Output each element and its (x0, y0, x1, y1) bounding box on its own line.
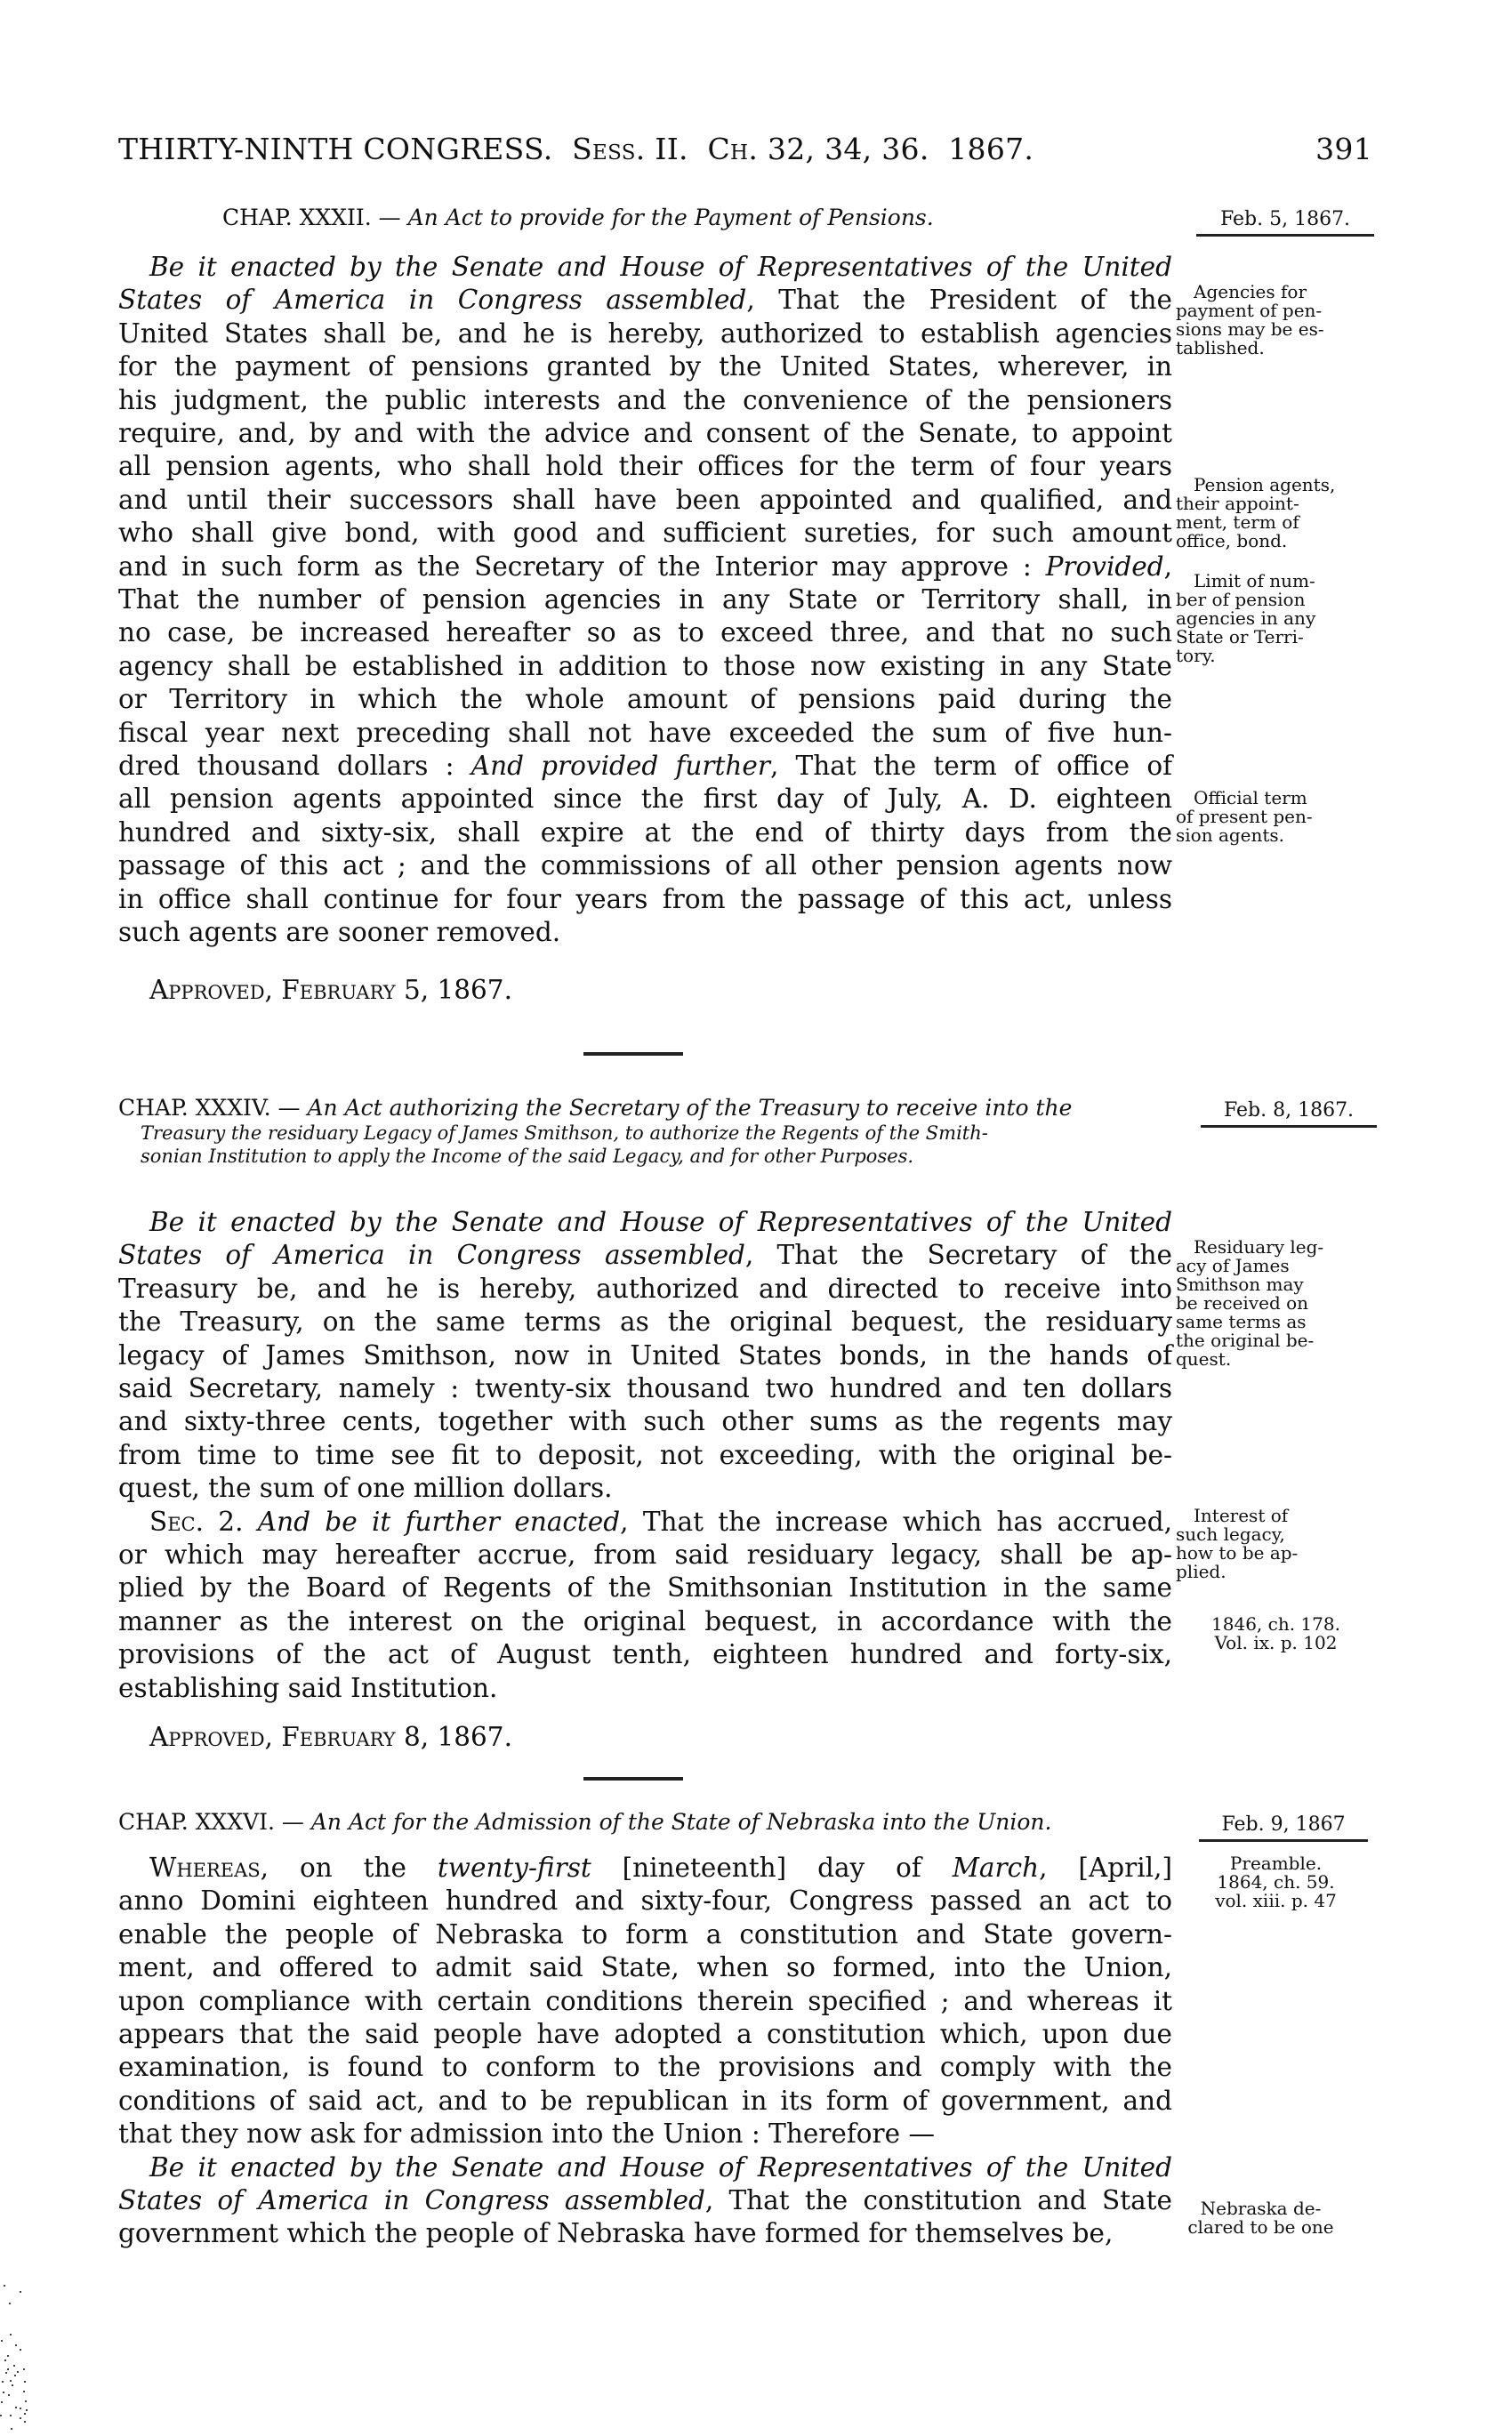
chapter-date: Feb. 5, 1867. (1196, 208, 1374, 237)
body-text-line: manner as the interest on the original bequest, in accordance with the (118, 1605, 1172, 1636)
body-text-line: dred thousand dollars : And provided further, That the term of office of (118, 751, 1173, 781)
scan-noise-dot (26, 2409, 28, 2411)
body-text-line: that they now ask for admission into the Union : Therefore — (118, 2118, 935, 2150)
margin-note-line: plied. (1176, 1561, 1226, 1582)
body-text-line: anno Domini eighteen hundred and sixty-four, Congress passed an act to (118, 1885, 1172, 1917)
margin-note-line: tory. (1176, 645, 1216, 666)
body-text-line: States of America in Congress assembled, That the President of the (118, 285, 1172, 316)
body-text-line: upon compliance with certain conditions therein specified ; and whereas it (118, 1985, 1172, 2016)
margin-note (1176, 1615, 1376, 1652)
margin-note-line: the original be- (1176, 1330, 1315, 1351)
margin-note-line: 1864, ch. 59. (1217, 1871, 1335, 1893)
margin-note-line: Agencies for (1194, 281, 1307, 302)
scan-noise-dot (13, 2365, 15, 2367)
scan-noise-dot (11, 2428, 12, 2430)
section-divider (583, 1777, 683, 1781)
margin-note (1176, 1238, 1376, 1369)
chapter-heading (118, 1097, 1072, 1120)
body-text-line: all pension agents, who shall hold their offices for the term of four years (118, 451, 1172, 482)
scan-noise-dot (0, 2415, 2, 2416)
body-text-line: agency shall be established in addition to those now existing in any State (118, 650, 1172, 681)
scan-noise-dot (24, 2413, 26, 2415)
margin-note-line: Vol. ix. p. 102 (1214, 1632, 1338, 1653)
margin-note-line: sions may be es- (1176, 318, 1324, 340)
chapter-number: CHAP. XXXVI. — (118, 1809, 304, 1835)
year-label: 1867. (948, 132, 1034, 166)
approved-line (149, 974, 512, 1007)
chapter-heading (222, 206, 934, 229)
margin-note-line: ber of pension (1176, 589, 1306, 610)
margin-note-line: Smithson may (1176, 1274, 1304, 1295)
scan-noise-dot (25, 2400, 27, 2402)
chapter-title-continued: Treasury the residuary Legacy of James Smithson, to authorize the Regents of the Smith- (141, 1122, 988, 1144)
body-text-line: conditions of said act, and to be republican in its form of government, and (118, 2085, 1172, 2116)
body-text-line: and until their successors shall have been appointed and qualified, and (118, 484, 1172, 515)
body-text-line: That the number of pension agencies in any State or Territory shall, in (118, 584, 1172, 615)
scan-noise-dot (1, 2401, 3, 2403)
body-text-line: legacy of James Smithson, now in United States bonds, in the hands of (118, 1339, 1172, 1371)
body-text-line: enable the people of Nebraska to form a constitution and State govern- (118, 1918, 1172, 1950)
margin-note-line: sion agents. (1176, 824, 1285, 846)
margin-note-line: Interest of (1194, 1505, 1289, 1526)
chapter-date: Feb. 8, 1867. (1201, 1099, 1377, 1128)
scan-noise-dot (17, 2371, 19, 2373)
running-head (118, 132, 1372, 174)
margin-note-line: be received on (1176, 1292, 1309, 1314)
margin-note-line: ment, term of (1176, 511, 1299, 533)
body-text-line: provisions of the act of August tenth, eighteen hundred and forty-six, (118, 1639, 1172, 1670)
margin-note (1176, 1854, 1376, 1910)
body-text-line: no case, be increased hereafter so as to exceed three, and that no such (118, 617, 1172, 648)
body-text-line: fiscal year next preceding shall not have exceeded the sum of five hun- (118, 717, 1172, 748)
scan-noise-dot (24, 2381, 26, 2383)
body-text-line: all pension agents appointed since the first day of July, A. D. eighteen (118, 784, 1172, 815)
margin-note-line: of present pen- (1176, 806, 1313, 827)
scan-noise-dot (3, 2392, 4, 2393)
scan-noise-dot (15, 2344, 17, 2346)
scan-noise-dot (2, 2381, 4, 2383)
body-text-line: hundred and sixty-six, shall expire at the end of thirty days from the (118, 816, 1172, 848)
margin-note-line: Preamble. (1229, 1853, 1323, 1874)
margin-note-line: same terms as (1176, 1311, 1307, 1332)
margin-note-line: acy of James (1176, 1255, 1290, 1276)
approved-text: Approved, February 8, 1867. (149, 1722, 512, 1752)
margin-note-line: such legacy, (1176, 1524, 1285, 1545)
margin-note (1176, 572, 1376, 665)
body-text-line: Be it enacted by the Senate and House of Representatives of the United (149, 252, 1172, 282)
scan-noise-dot (12, 2384, 13, 2386)
scan-noise-dot (10, 2380, 12, 2382)
body-text-line: States of America in Congress assembled, That the constitution and State (118, 2185, 1172, 2215)
body-text-line: examination, is found to conform to the provisions and comply with the (118, 2052, 1172, 2083)
body-text-line: or which may hereafter accrue, from said residuary legacy, shall be ap- (118, 1540, 1172, 1570)
margin-note-line: Nebraska de- (1200, 2198, 1322, 2219)
body-text-line: appears that the said people have adopted a constitution which, upon due (118, 2019, 1172, 2049)
scan-noise-dot (20, 2417, 21, 2419)
body-text-line: from time to time see fit to deposit, not exceeding, with the original be- (118, 1439, 1172, 1470)
scan-noise-dot (20, 2349, 21, 2351)
margin-note-line: quest. (1176, 1348, 1232, 1370)
scan-noise-dot (15, 2407, 17, 2408)
section-divider (583, 1052, 683, 1056)
session-label: Sess. II. (572, 132, 688, 166)
running-head-text (118, 132, 1033, 166)
margin-note-line: vol. xiii. p. 47 (1215, 1890, 1337, 1911)
body-text-line: Be it enacted by the Senate and House of Representatives of the United (149, 2151, 1172, 2183)
page-number: 391 (1315, 132, 1372, 166)
scan-noise-dot (23, 2368, 25, 2370)
body-text-line: the Treasury, on the same terms as the original bequest, the residuary (118, 1306, 1172, 1338)
scan-noise-dot (20, 2408, 21, 2409)
body-text-line: and in such form as the Secretary of the Interior may approve : Provided, (118, 551, 1172, 582)
body-text-line: in office shall continue for four years from the passage of this act, unless (118, 883, 1172, 914)
body-text-line: Whereas, on the twenty-first [nineteenth] day of March, [April,] (149, 1853, 1172, 1883)
chapter-title: An Act to provide for the Payment of Pensions. (407, 205, 934, 230)
body-text-line: States of America in Congress assembled, That the Secretary of the (118, 1240, 1172, 1271)
margin-note (1176, 789, 1376, 845)
body-text-line: said Secretary, namely : twenty-six thousand two hundred and ten dollars (118, 1373, 1172, 1403)
chapters-label: Ch. 32, 34, 36. (707, 132, 929, 166)
approved-text: Approved, February 5, 1867. (149, 975, 512, 1005)
body-text-line: plied by the Board of Regents of the Smithsonian Institution in the same (118, 1572, 1172, 1604)
margin-note-line: Limit of num- (1194, 570, 1315, 591)
scan-noise-dot (10, 2415, 12, 2416)
body-text-line: such agents are sooner removed. (118, 917, 561, 947)
margin-note-line: State or Terri- (1176, 626, 1304, 647)
margin-note-line: clared to be one (1187, 2216, 1334, 2238)
chapter-heading (118, 1811, 1051, 1834)
body-text-line: or Territory in which the whole amount of pensions paid during the (118, 684, 1172, 715)
margin-note-line: office, bond. (1176, 530, 1288, 551)
scan-noise-dot (4, 2360, 6, 2361)
margin-note-line: Pension agents, (1194, 474, 1336, 495)
scan-noise-dot (10, 2334, 12, 2336)
scan-noise-dot (20, 2291, 21, 2293)
scan-noise-dot (24, 2421, 26, 2423)
chapter-date: Feb. 9, 1867 (1199, 1813, 1368, 1842)
margin-note-line: how to be ap- (1176, 1542, 1299, 1564)
body-text-line: United States shall be, and he is hereby, authorized to establish agencies (118, 318, 1172, 349)
body-text-line: Treasury be, and he is hereby, authorized and directed to receive into (118, 1273, 1172, 1304)
chapter-title: An Act for the Admission of the State of Nebraska into the Union. (310, 1809, 1052, 1835)
scan-noise-dot (5, 2372, 7, 2374)
margin-note (1161, 2199, 1361, 2237)
margin-note-line: payment of pen- (1176, 300, 1323, 321)
body-text-line: Be it enacted by the Senate and House of Representatives of the United (149, 1207, 1172, 1237)
scan-noise-dot (9, 2303, 11, 2304)
margin-note (1176, 1507, 1376, 1581)
congress-title: THIRTY-NINTH CONGRESS. (118, 132, 553, 166)
approved-line (149, 1721, 512, 1754)
scan-noise-dot (14, 2375, 16, 2376)
body-text-line: who shall give bond, with good and sufficient sureties, for such amount (118, 518, 1172, 549)
margin-note (1176, 476, 1376, 551)
scan-noise-dot (23, 2391, 25, 2392)
body-text-line: passage of this act ; and the commissions of all other pension agents now (118, 850, 1172, 881)
margin-note-line: Residuary leg- (1194, 1236, 1324, 1258)
scan-noise-dot (8, 2394, 10, 2396)
margin-note-line: 1846, ch. 178. (1211, 1613, 1340, 1635)
scan-noise-dot (7, 2368, 9, 2370)
scan-noise-dot (4, 2285, 5, 2287)
margin-note-line: tablished. (1176, 337, 1265, 358)
chapter-title-continued: sonian Institution to apply the Income of the said Legacy, and for other Purposes. (141, 1146, 914, 1167)
scan-noise-dot (7, 2355, 9, 2357)
body-text-line: quest, the sum of one million dollars. (118, 1473, 613, 1504)
body-text-line: government which the people of Nebraska have formed for themselves be, (118, 2218, 1114, 2249)
margin-note-line: agencies in any (1176, 607, 1316, 629)
margin-note (1176, 283, 1376, 358)
body-text-line: establishing said Institution. (118, 1672, 498, 1703)
body-text-line: and sixty-three cents, together with such other sums as the regents may (118, 1406, 1172, 1437)
body-text-line: ment, and offered to admit said State, when so formed, into the Union, (118, 1952, 1172, 1983)
body-text-line: Sec. 2. And be it further enacted, That the increase which has accrued, (149, 1506, 1172, 1537)
body-text-line: his judgment, the public interests and the convenience of the pensioners (118, 384, 1172, 415)
scan-noise-dot (1, 2340, 3, 2342)
chapter-number: CHAP. XXXII. — (222, 205, 401, 230)
body-text-line: for the payment of pensions granted by the United States, wherever, in (118, 351, 1172, 382)
margin-note-line: their appoint- (1176, 493, 1299, 514)
chapter-title: An Act authorizing the Secretary of the Treasury to receive into the (307, 1095, 1073, 1121)
body-text-line: require, and, by and with the advice and consent of the Senate, to appoint (118, 418, 1172, 448)
margin-note-line: Official term (1194, 787, 1307, 808)
chapter-number: CHAP. XXXIV. — (118, 1095, 301, 1121)
